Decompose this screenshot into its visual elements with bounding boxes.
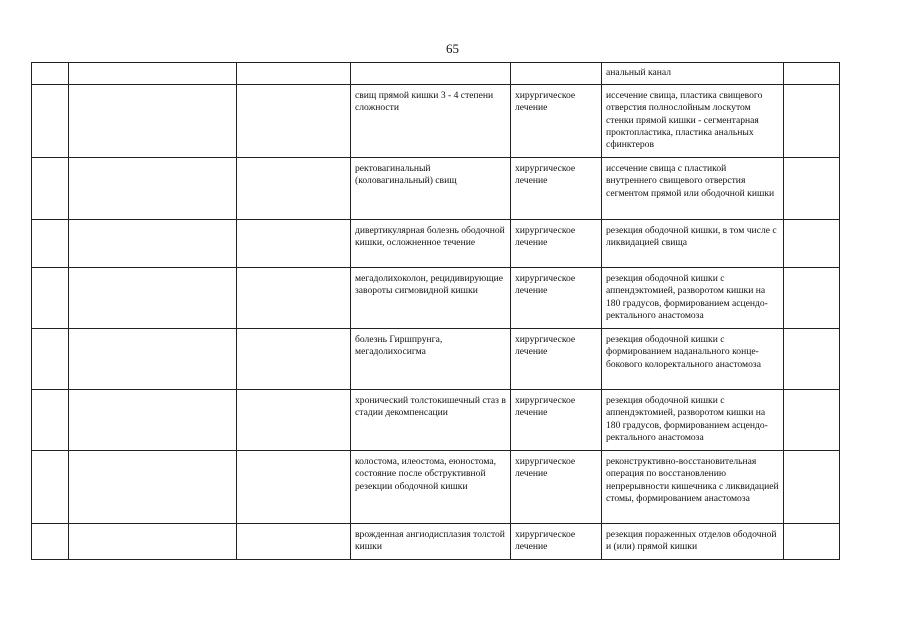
cell-cost [784,390,840,451]
cell-treatment-type: хирургическое лечение [511,329,602,390]
cell-cost [784,158,840,220]
cell-index [32,85,69,158]
cell-condition: врожденная ангиодисплазия толстой кишки [351,524,511,560]
cell-code [237,451,351,524]
cell-code [237,220,351,268]
cell-code [237,268,351,329]
cell-index [32,451,69,524]
cell-index [32,329,69,390]
cell-treatment-type [511,63,602,85]
cell-profile [69,220,237,268]
cell-cost [784,329,840,390]
table-row [32,329,840,390]
table-body [32,63,840,560]
cell-method: резекция ободочной кишки, в том числе с ликвидацией свища [602,220,784,268]
cell-index [32,390,69,451]
cell-condition: болезнь Гиршпрунга, мегадолихосигма [351,329,511,390]
cell-code [237,524,351,560]
cell-method: иссечение свища, пластика свищевого отверстия полнослойным лоскутом стенки прямой кишки - сегментарная проктопластика, пластика анальных сфинктеров [602,85,784,158]
cell-method: резекция ободочной кишки с аппендэктомией, разворотом кишки на 180 градусов, формированием асцендо-ректального анастомоза [602,390,784,451]
cell-treatment-type: хирургическое лечение [511,220,602,268]
cell-method: анальный канал [602,63,784,85]
cell-index [32,63,69,85]
cell-condition: свищ прямой кишки 3 - 4 степени сложности [351,85,511,158]
table-row [32,268,840,329]
cell-profile [69,63,237,85]
cell-index [32,268,69,329]
cell-code [237,390,351,451]
cell-method: иссечение свища с пластикой внутреннего свищевого отверстия сегментом прямой или ободочной кишки [602,158,784,220]
cell-treatment-type: хирургическое лечение [511,158,602,220]
table-row [32,63,840,85]
cell-treatment-type: хирургическое лечение [511,390,602,451]
cell-code [237,85,351,158]
cell-cost [784,85,840,158]
cell-profile [69,524,237,560]
treatment-table [31,62,840,560]
cell-code [237,329,351,390]
cell-condition: ректовагинальный (коловагинальный) свищ [351,158,511,220]
cell-condition: хронический толстокишечный стаз в стадии декомпенсации [351,390,511,451]
cell-index [32,158,69,220]
cell-index [32,220,69,268]
cell-profile [69,158,237,220]
cell-index [32,524,69,560]
cell-profile [69,268,237,329]
cell-cost [784,524,840,560]
cell-treatment-type: хирургическое лечение [511,451,602,524]
cell-method: резекция пораженных отделов ободочной и (или) прямой кишки [602,524,784,560]
table-row [32,220,840,268]
table-row [32,390,840,451]
cell-condition: колостома, илеостома, еюностома, состояние после обструктивной резекции ободочной кишки [351,451,511,524]
cell-treatment-type: хирургическое лечение [511,85,602,158]
table-row [32,85,840,158]
cell-code [237,158,351,220]
cell-cost [784,220,840,268]
cell-profile [69,85,237,158]
page-number: 65 [446,41,459,56]
cell-profile [69,329,237,390]
cell-method: резекция ободочной кишки с аппендэктомией, разворотом кишки на 180 градусов, формированием асцендо-ректального анастомоза [602,268,784,329]
cell-profile [69,390,237,451]
cell-cost [784,451,840,524]
cell-treatment-type: хирургическое лечение [511,524,602,560]
cell-code [237,63,351,85]
table-row [32,524,840,560]
cell-treatment-type: хирургическое лечение [511,268,602,329]
cell-condition: мегадолихоколон, рецидивирующие завороты сигмовидной кишки [351,268,511,329]
cell-cost [784,63,840,85]
table-row [32,451,840,524]
table-row [32,158,840,220]
cell-condition: дивертикулярная болезнь ободочной кишки, осложненное течение [351,220,511,268]
cell-condition [351,63,511,85]
cell-method: резекция ободочной кишки с формированием наданального конце-бокового колоректального анастомоза [602,329,784,390]
cell-profile [69,451,237,524]
cell-method: реконструктивно-восстановительная операция по восстановлению непрерывности кишечника с ликвидацией стомы, формированием анастомоза [602,451,784,524]
cell-cost [784,268,840,329]
